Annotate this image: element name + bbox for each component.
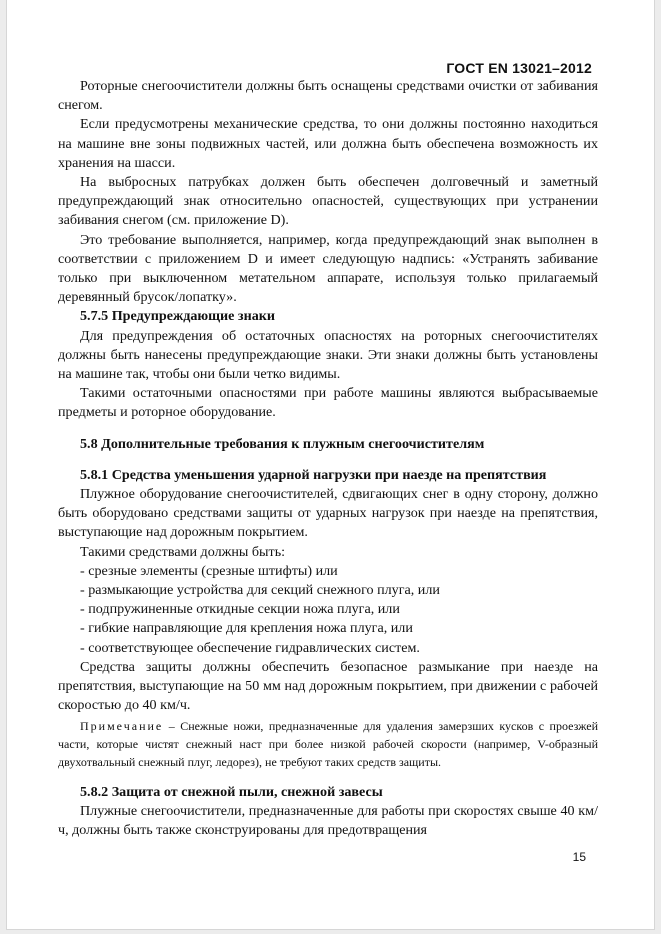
document-page [6, 0, 655, 930]
paragraph: Для предупреждения об остаточных опасностях на роторных снегоочистителях должны быть нанесены предупреждающие знаки. Эти знаки должны быть установлены на машине так, чтобы они были четко видимы. [58, 327, 598, 383]
document-number: ГОСТ EN 13021–2012 [446, 60, 592, 76]
list-item: - размыкающие устройства для секций снежного плуга, или [80, 582, 440, 599]
requirements-list [58, 562, 598, 658]
page-number: 15 [572, 850, 586, 864]
paragraph: Плужные снегоочистители, предназначенные для работы при скоростях свыше 40 км/ч, должны быть также сконструированы для предотвращения [58, 802, 598, 838]
section-heading-5-8: 5.8 Дополнительные требования к плужным снегоочистителям [80, 435, 485, 452]
paragraph: Если предусмотрены механические средства, то они должны постоянно находиться на машине вне зоны подвижных частей, или должна быть обеспечена возможность их хранения на шасси. [58, 116, 598, 171]
page-body [58, 77, 598, 840]
paragraph: Роторные снегоочистители должны быть оснащены средствами очистки от забивания снегом. [58, 78, 598, 114]
list-item: - соответствующее обеспечение гидравлических систем. [80, 639, 420, 656]
paragraph: Средства защиты должны обеспечить безопасное размыкание при наезде на препятствия, выступающие на 50 мм над дорожным покрытием, при движении с рабочей скоростью до 40 км/ч. [58, 658, 598, 714]
section-heading-5-8-1: 5.8.1 Средства уменьшения ударной нагрузки при наезде на препятствия [80, 466, 547, 483]
paragraph: На выбросных патрубках должен быть обеспечен долговечный и заметный предупреждающий знак относительно опасностей, существующих при устранении забивания снегом (см. приложение D). [58, 174, 598, 229]
paragraph: Это требование выполняется, например, когда предупреждающий знак выполнен в соответствии с приложением D и имеет следующую надпись: «Устранять забивание только при выключенном метательном аппарате, используя только прилагаемый деревянный брусок/лопатку». [58, 231, 598, 306]
paragraph: Такими средствами должны быть: [80, 543, 286, 560]
paragraph: Такими остаточными опасностями при работе машины являются выбрасываемые предметы и роторное оборудование. [58, 385, 598, 421]
note-label: Примечание [80, 718, 164, 733]
list-item: - гибкие направляющие для крепления ножа плуга, или [80, 620, 413, 637]
section-heading-5-8-2: 5.8.2 Защита от снежной пыли, снежной завесы [80, 783, 383, 800]
list-item: - срезные элементы (срезные штифты) или [80, 562, 338, 579]
section-heading-5-7-5: 5.7.5 Предупреждающие знаки [80, 308, 276, 325]
note [58, 717, 598, 771]
paragraph: Плужное оборудование снегоочистителей, сдвигающих снег в одну сторону, должно быть оборудовано средствами защиты от ударных нагрузок при наезде на препятствия, выступающие над дорожным покрытием. [58, 486, 598, 541]
list-item: - подпружиненные откидные секции ножа плуга, или [80, 601, 400, 618]
note-text: – Снежные ножи, предназначенные для удаления замерзших кусков с проезжей части, которые чистят снежный наст при более низкой рабочей скорости (например, V-образный двухотвальный снежный плуг, ледорез), не требуют таких средств защиты. [58, 718, 598, 769]
